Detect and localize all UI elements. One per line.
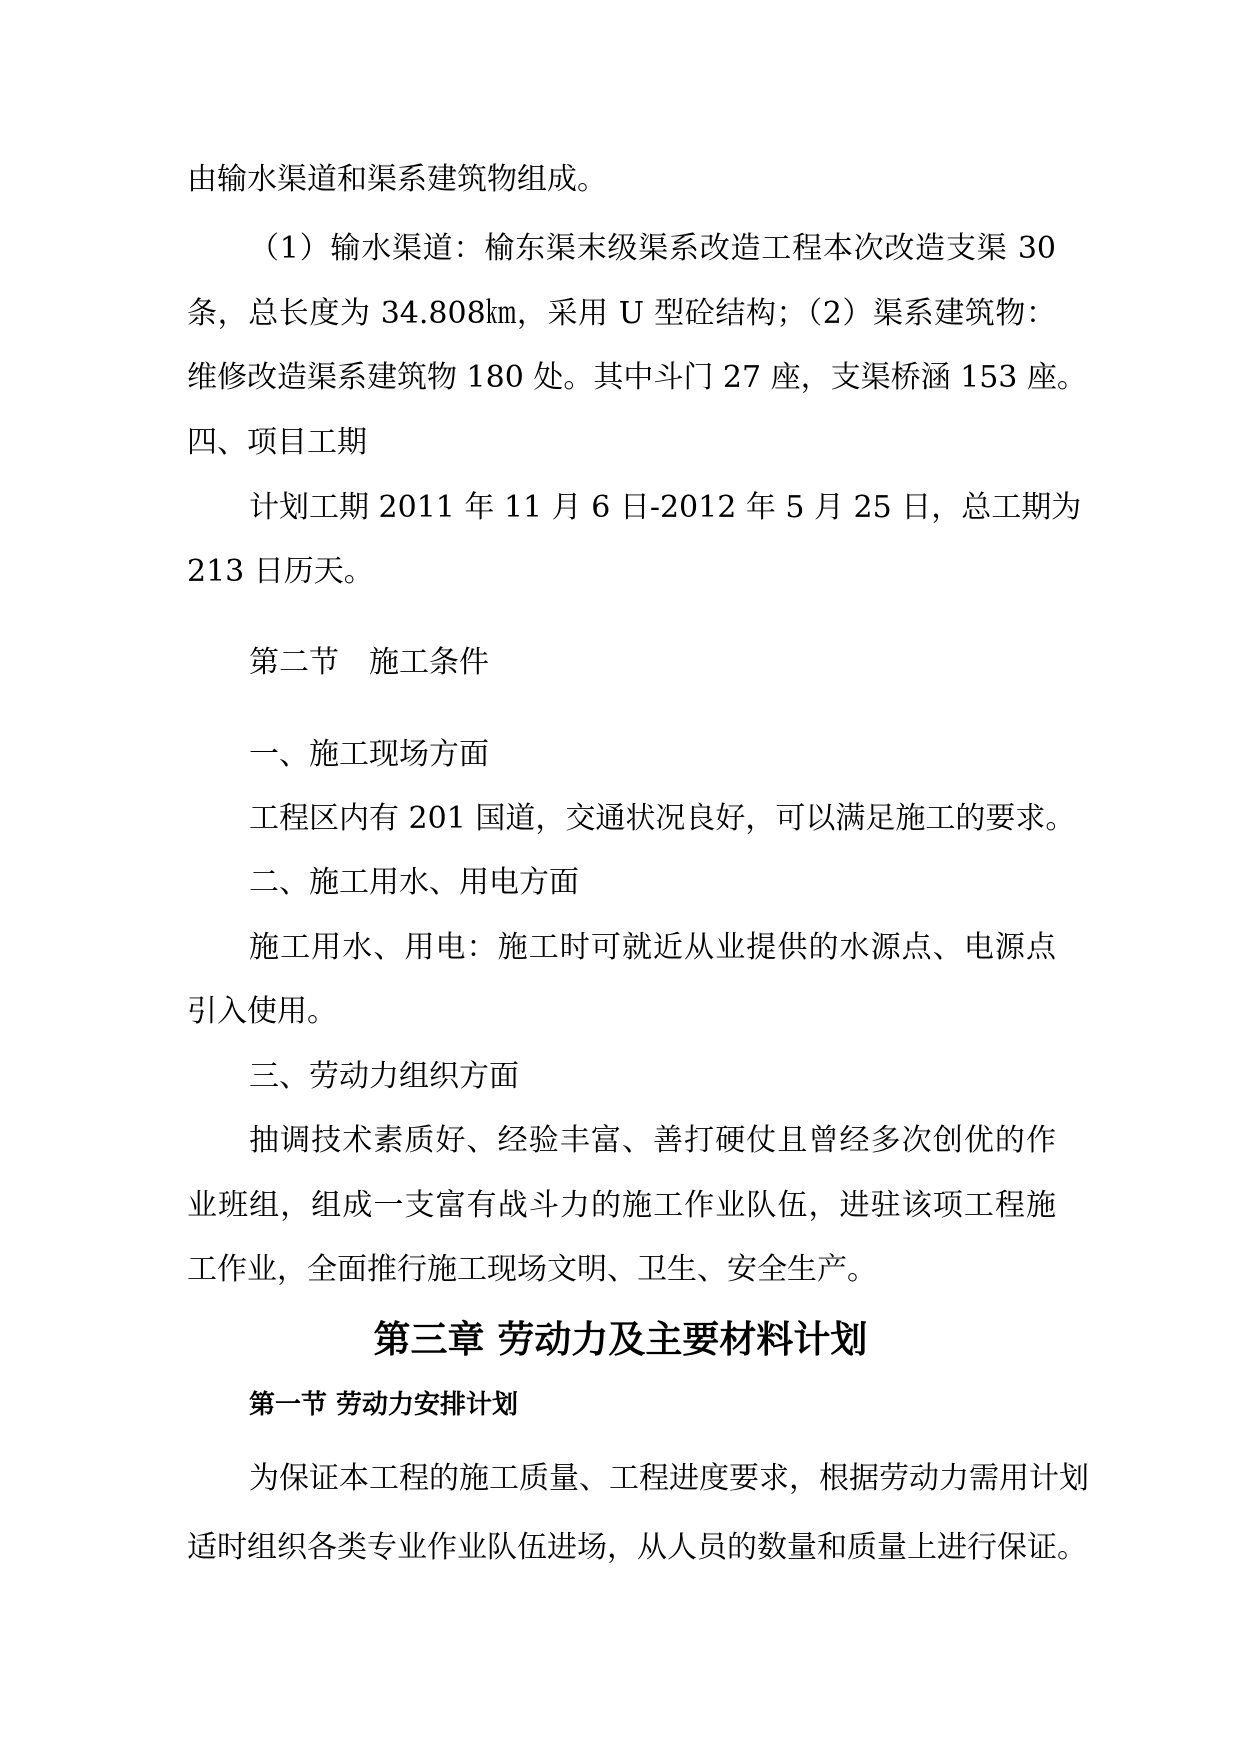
paragraph-line: 适时组织各类专业作业队伍进场，从人员的数量和质量上进行保证。 — [187, 1530, 1087, 1565]
paragraph-line: 工程区内有 201 国道，交通状况良好，可以满足施工的要求。 — [249, 801, 1076, 836]
paragraph-line: 为保证本工程的施工质量、工程进度要求，根据劳动力需用计划 — [249, 1461, 1089, 1496]
paragraph-line: 抽调技术素质好、经验丰富、善打硬仗且曾经多次创优的作 — [249, 1123, 1056, 1158]
subheading-water-power: 二、施工用水、用电方面 — [249, 865, 579, 900]
paragraph-line: 维修改造渠系建筑物 180 处。其中斗门 27 座，支渠桥涵 153 座。 — [187, 360, 1087, 395]
paragraph-line: 业班组，组成一支富有战斗力的施工作业队伍，进驻该项工程施 — [187, 1188, 1056, 1223]
subheading-site: 一、施工现场方面 — [249, 737, 489, 772]
subheading-labor: 三、劳动力组织方面 — [249, 1059, 519, 1094]
paragraph-line: 施工用水、用电：施工时可就近从业提供的水源点、电源点 — [249, 930, 1056, 965]
paragraph-line: 213 日历天。 — [187, 554, 374, 589]
section-heading-conditions: 第二节 施工条件 — [249, 645, 489, 680]
paragraph-line: 工作业，全面推行施工现场文明、卫生、安全生产。 — [187, 1252, 877, 1287]
section-title: 第一节 劳动力安排计划 — [249, 1390, 519, 1420]
chapter-title: 第三章 劳动力及主要材料计划 — [373, 1318, 868, 1361]
paragraph-line: 引入使用。 — [187, 994, 337, 1029]
paragraph-line: 计划工期 2011 年 11 月 6 日-2012 年 5 月 25 日，总工期为 — [249, 490, 1082, 525]
subheading-schedule: 四、项目工期 — [187, 425, 367, 460]
paragraph-line: 条，总长度为 34.808㎞，采用 U 型砼结构；（2）渠系建筑物： — [187, 296, 1056, 331]
paragraph-line: （1）输水渠道：榆东渠末级渠系改造工程本次改造支渠 30 — [249, 231, 1056, 266]
paragraph-line: 由输水渠道和渠系建筑物组成。 — [187, 162, 607, 197]
